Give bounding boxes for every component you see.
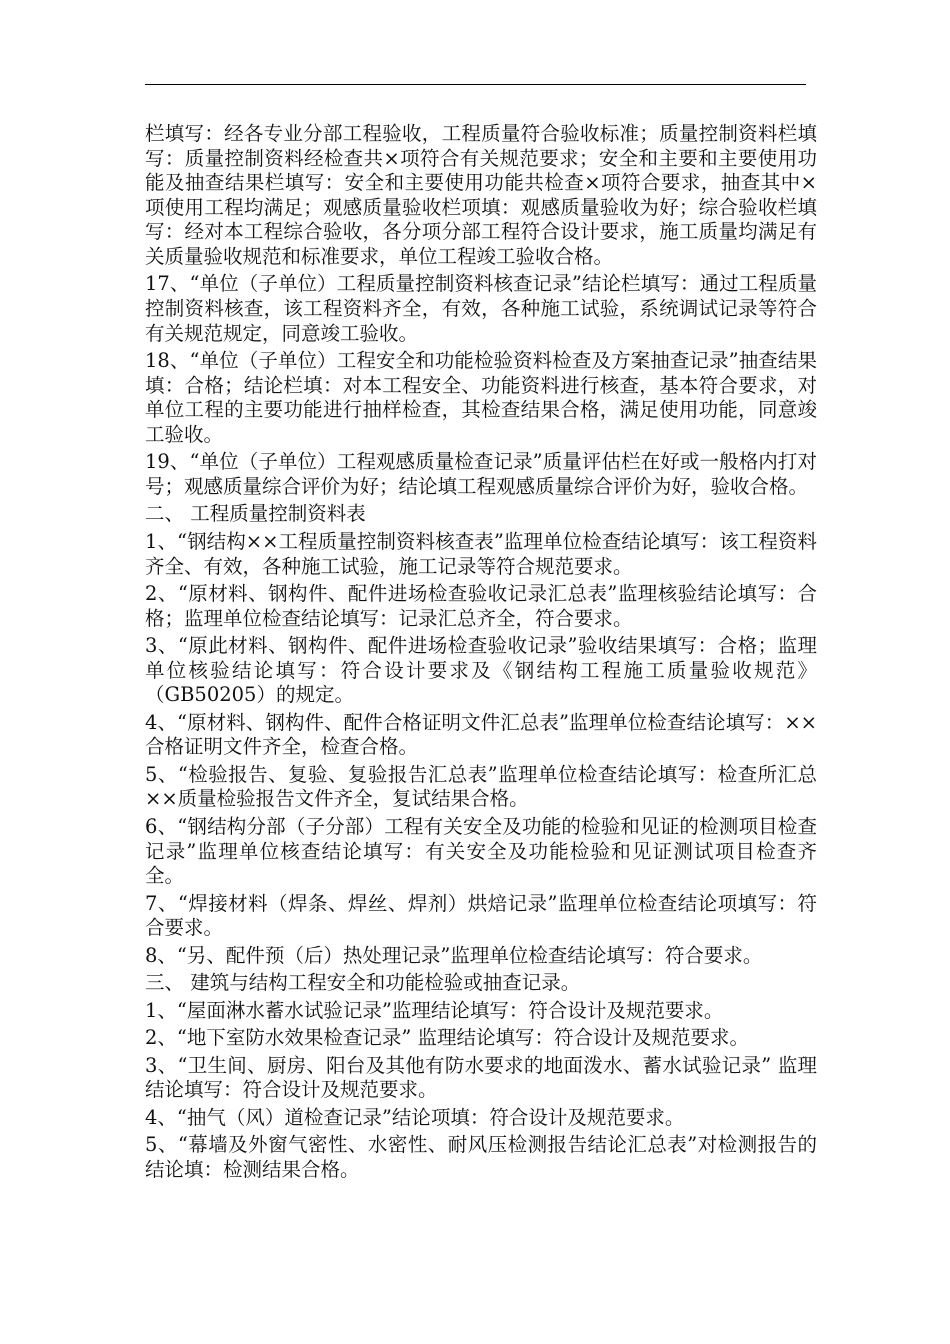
paragraph-item-19: 19、“单位（子单位）工程观感质量检查记录”质量评估栏在好或一般格内打对号；观感质量综合评价为好；结论填工程观感质量综合评价为好，验收合格。 (145, 450, 817, 498)
paragraph-item-18: 18、“单位（子单位）工程安全和功能检验资料检查及方案抽查记录”抽查结果填：合格；结论栏填：对本工程安全、功能资料进行核查，基本符合要求，对单位工程的主要功能进行抽样检查，其检查结果合格，满足使用功能，同意竣工验收。 (145, 349, 817, 446)
paragraph-sec2-item-6: 6、“钢结构分部（子分部）工程有关安全及功能的检验和见证的检测项目检查记录”监理单位核查结论填写：有关安全及功能检验和见证测试项目检查齐全。 (145, 814, 817, 888)
section-heading-2: 二、 工程质量控制资料表 (145, 502, 366, 526)
paragraph-sec3-item-5: 5、“幕墙及外窗气密性、水密性、耐风压检测报告结论汇总表”对检测报告的结论填：检测结果合格。 (145, 1133, 817, 1181)
paragraph-sec2-item-4: 4、“原材料、钢构件、配件合格证明文件汇总表”监理单位检查结论填写：××合格证明文件齐全，检查合格。 (145, 710, 817, 759)
paragraph-continuation: 栏填写：经各专业分部工程验收，工程质量符合验收标准；质量控制资料栏填写：质量控制资料经检查共×项符合有关规范要求；安全和主要和主要使用功能及抽查结果栏填写：安全和主要使用功能共检查×项符合要求，抽查其中×项使用工程均满足；观感质量验收栏项填：观感质量验收为好；综合验收栏填写：经对本工程综合验收，各分项分部工程符合设计要求，施工质量均满足有关质量验收规范和标准要求，单位工程竣工验收合格。 (145, 122, 817, 268)
paragraph-sec2-item-5: 5、“检验报告、复验、复验报告汇总表”监理单位检查结论填写：检查所汇总××质量检验报告文件齐全，复试结果合格。 (145, 762, 817, 811)
paragraph-sec2-item-8: 8、“另、配件预（后）热处理记录”监理单位检查结论填写：符合要求。 (145, 943, 763, 967)
paragraph-sec3-item-3: 3、“卫生间、厨房、阳台及其他有防水要求的地面泼水、蓄水试验记录” 监理结论填写：符合设计及规范要求。 (145, 1053, 817, 1102)
paragraph-sec2-item-2: 2、“原材料、钢构件、配件进场检查验收记录汇总表”监理核验结论填写：合格；监理单位检查结论填写：记录汇总齐全，符合要求。 (145, 582, 817, 630)
section-heading-3: 三、 建筑与结构工程安全和功能检验或抽查记录。 (145, 971, 581, 995)
paragraph-item-17: 17、“单位（子单位）工程质量控制资料核查记录”结论栏填写：通过工程质量控制资料核查，该工程资料齐全，有效，各种施工试验，系统调试记录等符合有关规范规定，同意竣工验收。 (145, 272, 817, 345)
paragraph-sec3-item-2: 2、“地下室防水效果检查记录” 监理结论填写：符合设计及规范要求。 (145, 1026, 750, 1050)
document-body (145, 122, 817, 1185)
paragraph-sec3-item-4: 4、“抽气（风）道检查记录”结论项填：符合设计及规范要求。 (145, 1105, 685, 1129)
paragraph-sec3-item-1: 1、“屋面淋水蓄水试验记录”监理结论填写：符合设计及规范要求。 (145, 998, 724, 1022)
paragraph-sec2-item-1: 1、“钢结构××工程质量控制资料核查表”监理单位检查结论填写：该工程资料齐全、有效，各种施工试验，施工记录等符合规范要求。 (145, 529, 817, 578)
header-rule (145, 84, 806, 85)
paragraph-sec2-item-3: 3、“原此材料、钢构件、配件进场检查验收记录”验收结果填写：合格；监理单位核验结论填写：符合设计要求及《钢结构工程施工质量验收规范》（GB50205）的规定。 (145, 634, 817, 707)
paragraph-sec2-item-7: 7、“焊接材料（焊条、焊丝、焊剂）烘焙记录”监理单位检查结论项填写：符合要求。 (145, 891, 817, 940)
